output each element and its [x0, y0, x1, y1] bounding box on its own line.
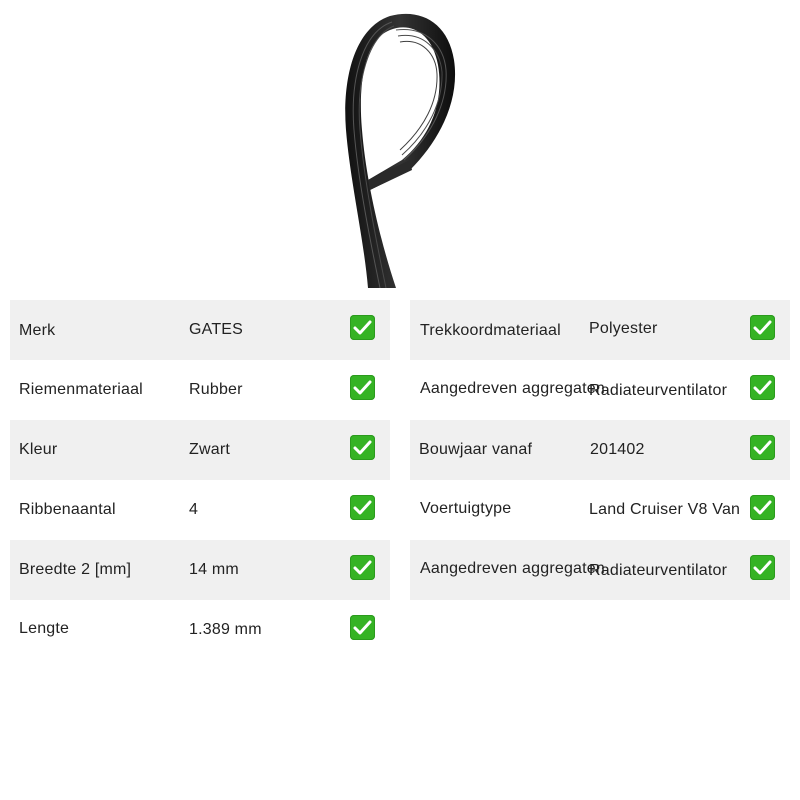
spec-row	[10, 300, 390, 360]
spec-table-right	[410, 300, 790, 600]
spec-label: Bouwjaar vanaf	[419, 441, 533, 458]
product-image	[340, 10, 460, 288]
spec-value: Polyester	[589, 320, 658, 337]
spec-row	[410, 480, 790, 540]
spec-table-left	[10, 300, 390, 660]
spec-row	[410, 300, 790, 360]
check-mark-icon	[750, 375, 775, 400]
spec-row	[10, 420, 390, 480]
spec-label: Voertuigtype	[420, 500, 512, 517]
check-mark-icon	[350, 555, 375, 580]
spec-value: Land Cruiser V8 Van	[589, 501, 741, 518]
spec-label: Breedte 2 [mm]	[19, 561, 132, 578]
v-ribbed-belt-image	[340, 10, 460, 288]
spec-value: Rubber	[189, 381, 243, 398]
check-mark-icon	[350, 495, 375, 520]
spec-label: Ribbenaantal	[19, 501, 116, 518]
spec-row	[410, 360, 790, 420]
spec-value: GATES	[189, 321, 244, 338]
spec-value: Zwart	[189, 441, 230, 458]
spec-value: Radiateurventilator	[589, 562, 728, 579]
spec-row	[10, 540, 390, 600]
check-mark-icon	[750, 555, 775, 580]
spec-label: Aangedreven aggregaten	[420, 380, 605, 397]
check-mark-icon	[350, 375, 375, 400]
spec-row	[410, 540, 790, 600]
spec-label: Kleur	[19, 441, 58, 458]
spec-label: Trekkoordmateriaal	[420, 322, 561, 339]
check-mark-icon	[350, 435, 375, 460]
spec-row	[10, 360, 390, 420]
spec-value: 1.389 mm	[189, 621, 262, 638]
spec-label: Aangedreven aggregaten	[420, 560, 605, 577]
check-mark-icon	[750, 315, 775, 340]
spec-label: Riemenmateriaal	[19, 381, 143, 398]
spec-row	[10, 480, 390, 540]
check-mark-icon	[350, 615, 375, 640]
spec-value: 4	[189, 501, 199, 518]
check-mark-icon	[350, 315, 375, 340]
spec-row	[410, 420, 790, 480]
spec-value: 14 mm	[189, 561, 239, 578]
spec-value: 201402	[590, 441, 645, 458]
spec-value: Radiateurventilator	[589, 382, 728, 399]
spec-row	[10, 600, 390, 660]
check-mark-icon	[750, 495, 775, 520]
spec-label: Lengte	[19, 620, 70, 637]
spec-label: Merk	[19, 322, 56, 339]
check-mark-icon	[750, 435, 775, 460]
